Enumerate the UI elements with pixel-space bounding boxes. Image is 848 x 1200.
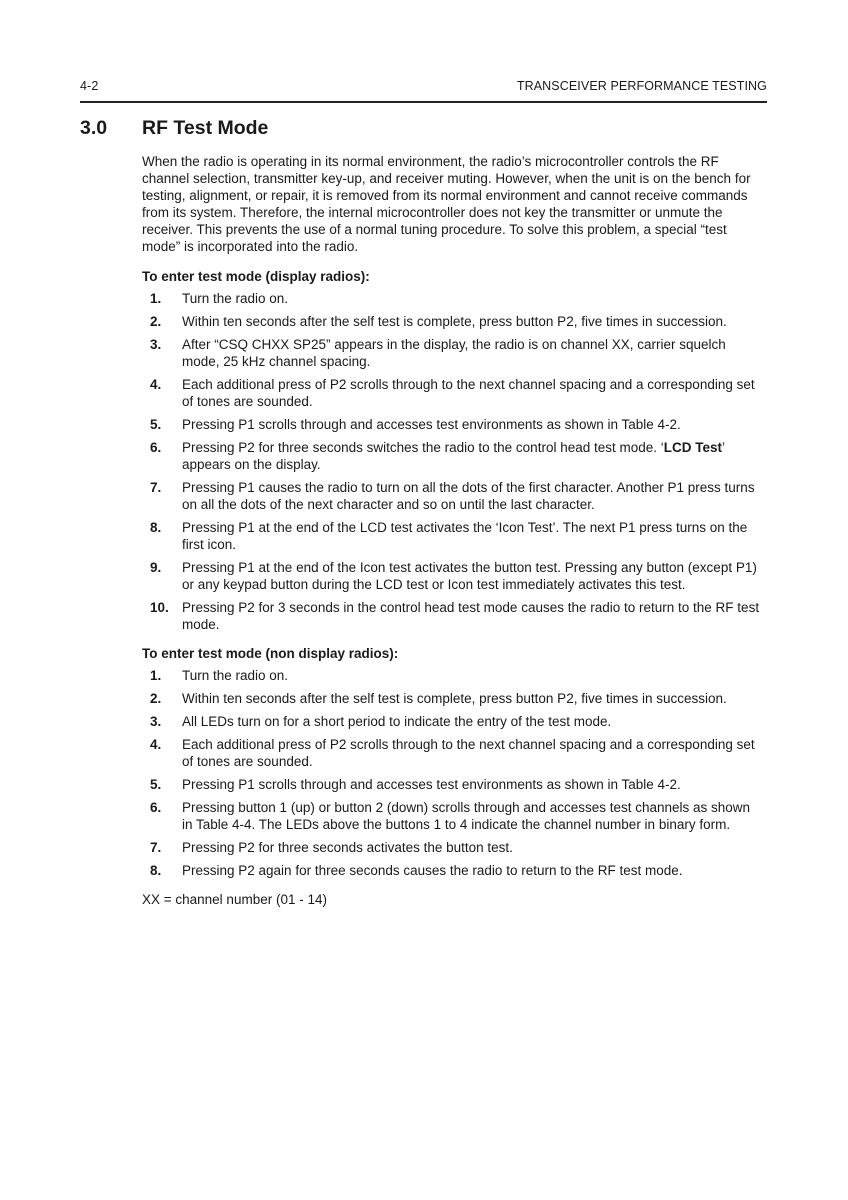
list-item xyxy=(142,839,764,856)
display-radios-steps xyxy=(142,290,764,633)
step-number: 6. xyxy=(150,440,162,455)
step-text: Each additional press of P2 scrolls through to the next channel spacing and a corresponding set of tones are sounded. xyxy=(182,377,755,409)
step-number: 3. xyxy=(150,714,162,729)
step-number: 10. xyxy=(150,600,169,615)
list-item xyxy=(142,559,764,593)
list-item xyxy=(142,862,764,879)
non-display-radios-heading: To enter test mode (non display radios): xyxy=(142,646,399,661)
step-number: 4. xyxy=(150,737,162,752)
step-text: Pressing P1 causes the radio to turn on all the dots of the first character. Another P1 press turns on all the dots of the next character and so on until the last character. xyxy=(182,480,755,512)
step-text: Pressing button 1 (up) or button 2 (down) scrolls through and accesses test channels as shown in Table 4-4. The LEDs above the buttons 1 to 4 indicate the channel number in binary form. xyxy=(182,800,751,832)
non-display-radios-steps xyxy=(142,667,764,879)
list-item xyxy=(142,776,764,793)
step-number: 1. xyxy=(150,668,162,683)
step-text: Turn the radio on. xyxy=(182,668,289,683)
page-header xyxy=(80,77,767,103)
list-item xyxy=(142,599,764,633)
step-number: 1. xyxy=(150,291,162,306)
content-body xyxy=(142,153,764,908)
step-text: Pressing P1 scrolls through and accesses test environments as shown in Table 4-2. xyxy=(182,777,681,792)
step-text: Within ten seconds after the self test is complete, press button P2, five times in succession. xyxy=(182,691,727,706)
step-text-lead: Pressing P2 for three seconds switches the radio to the control head test mode. ‘ xyxy=(182,440,664,455)
section-heading xyxy=(80,117,268,140)
list-item xyxy=(142,690,764,707)
step-text xyxy=(182,439,764,473)
step-text-tail: ’ appears on the display. xyxy=(182,440,725,472)
list-item xyxy=(142,479,764,513)
step-text: Turn the radio on. xyxy=(182,291,289,306)
list-item xyxy=(142,799,764,833)
step-number: 8. xyxy=(150,863,162,878)
step-number: 9. xyxy=(150,560,162,575)
section-title: RF Test Mode xyxy=(142,117,269,139)
step-number: 7. xyxy=(150,480,162,495)
step-text: Pressing P2 for 3 seconds in the control head test mode causes the radio to return to the RF test mode. xyxy=(182,600,760,632)
step-number: 5. xyxy=(150,417,162,432)
step-text: Pressing P2 again for three seconds causes the radio to return to the RF test mode. xyxy=(182,863,683,878)
lcd-test-label: LCD Test xyxy=(663,440,723,455)
list-item xyxy=(142,736,764,770)
step-number: 7. xyxy=(150,840,162,855)
step-text: Each additional press of P2 scrolls through to the next channel spacing and a corresponding set of tones are sounded. xyxy=(182,737,755,769)
step-text: All LEDs turn on for a short period to indicate the entry of the test mode. xyxy=(182,714,612,729)
step-text: Pressing P1 scrolls through and accesses test environments as shown in Table 4-2. xyxy=(182,417,681,432)
list-item xyxy=(142,313,764,330)
list-item xyxy=(142,439,764,473)
step-number: 2. xyxy=(150,691,162,706)
list-item xyxy=(142,290,764,307)
step-text: Pressing P1 at the end of the Icon test activates the button test. Pressing any button (except P1) or any keypad button during the LCD test or Icon test immediately activates this test. xyxy=(182,560,757,592)
step-number: 3. xyxy=(150,337,162,352)
section-number: 3.0 xyxy=(80,117,108,139)
step-text: After “CSQ CHXX SP25” appears in the display, the radio is on channel XX, carrier squelch mode, 25 kHz channel spacing. xyxy=(182,337,726,369)
running-title: TRANSCEIVER PERFORMANCE TESTING xyxy=(516,79,767,93)
channel-number-note: XX = channel number (01 - 14) xyxy=(142,892,327,907)
step-text: Pressing P1 at the end of the LCD test activates the ‘Icon Test’. The next P1 press turns on the first icon. xyxy=(182,520,748,552)
step-number: 4. xyxy=(150,377,162,392)
display-radios-heading: To enter test mode (display radios): xyxy=(142,269,370,284)
list-item xyxy=(142,416,764,433)
list-item xyxy=(142,376,764,410)
list-item xyxy=(142,667,764,684)
step-number: 6. xyxy=(150,800,162,815)
step-number: 8. xyxy=(150,520,162,535)
step-text: Within ten seconds after the self test is complete, press button P2, five times in succession. xyxy=(182,314,727,329)
list-item xyxy=(142,519,764,553)
page-number: 4-2 xyxy=(80,79,99,93)
intro-paragraph: When the radio is operating in its normal environment, the radio’s microcontroller controls the RF channel selection, transmitter key-up, and receiver muting. However, when the unit is on the bench for testing, alignment, or repair, it is removed from its normal environment and cannot receive commands from its system. Therefore, the internal microcontroller does not key the transmitter or unmute the receiver. This prevents the use of a normal tuning procedure. To solve this problem, a special “test mode” is incorporated into the radio. xyxy=(142,154,751,254)
list-item xyxy=(142,336,764,370)
list-item xyxy=(142,713,764,730)
step-number: 5. xyxy=(150,777,162,792)
step-text: Pressing P2 for three seconds activates the button test. xyxy=(182,840,513,855)
step-number: 2. xyxy=(150,314,162,329)
